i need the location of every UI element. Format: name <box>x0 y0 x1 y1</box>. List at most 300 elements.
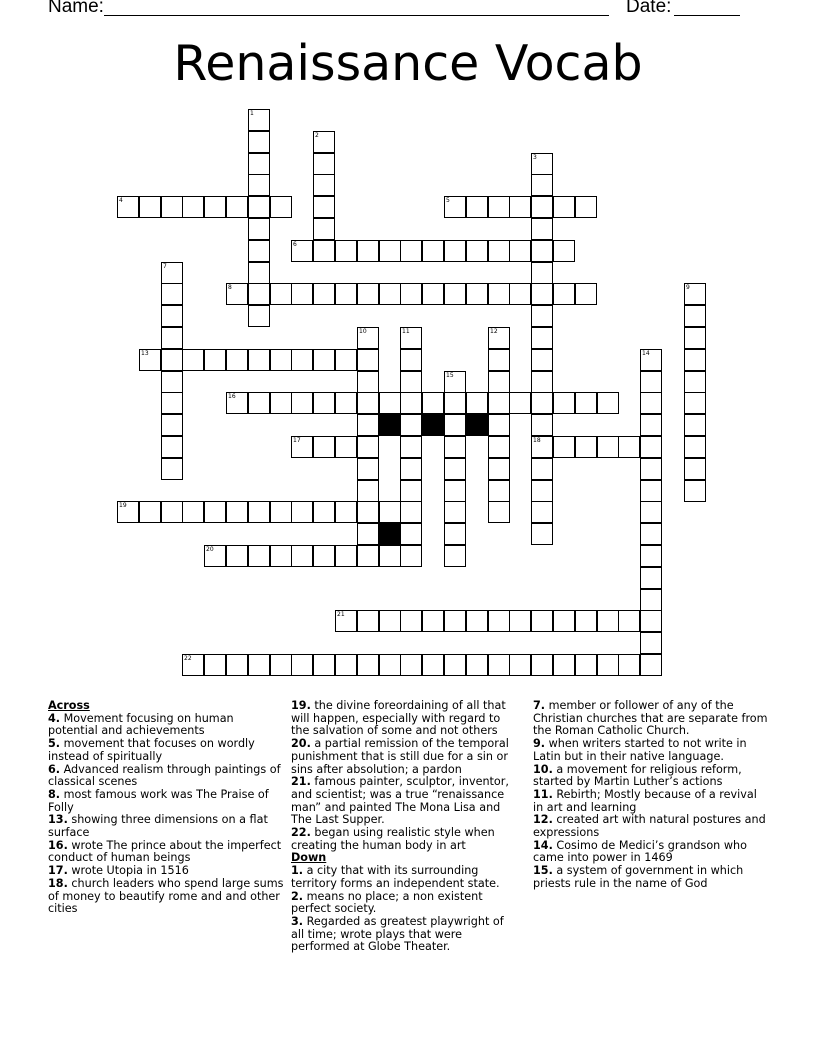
grid-cell[interactable] <box>553 240 575 262</box>
clue-num: 22. <box>291 826 311 840</box>
down-clue <box>533 764 769 789</box>
grid-cell[interactable] <box>335 610 357 632</box>
grid-cell[interactable] <box>488 610 510 632</box>
down-clue <box>291 916 517 954</box>
grid-cell[interactable] <box>488 371 510 393</box>
grid-cell[interactable] <box>161 196 183 218</box>
grid-cell[interactable] <box>575 610 597 632</box>
clue-num: 2. <box>291 889 304 903</box>
grid-cell[interactable] <box>531 392 553 414</box>
clue-text: a movement for religious reform, started by Martin Luther’s actions <box>533 762 742 789</box>
grid-cell[interactable] <box>379 283 401 305</box>
grid-cell[interactable] <box>226 392 248 414</box>
grid-cell[interactable] <box>509 240 531 262</box>
black-square <box>466 414 488 436</box>
grid-cell[interactable] <box>684 458 706 480</box>
grid-cell[interactable] <box>161 392 183 414</box>
across-clue-list <box>48 713 284 916</box>
grid-cell[interactable] <box>553 654 575 676</box>
grid-cell[interactable] <box>531 262 553 284</box>
clue-number: 12 <box>490 328 498 335</box>
grid-cell[interactable] <box>270 392 292 414</box>
clue-number: 14 <box>642 350 650 357</box>
grid-cell[interactable] <box>248 174 270 196</box>
grid-cell[interactable] <box>509 196 531 218</box>
grid-cell[interactable] <box>575 283 597 305</box>
grid-cell[interactable] <box>335 240 357 262</box>
grid-cell[interactable] <box>357 654 379 676</box>
grid-cell[interactable] <box>400 610 422 632</box>
clue-text: most famous work was The Praise of Folly <box>48 787 269 814</box>
grid-cell[interactable] <box>444 196 466 218</box>
grid-cell[interactable] <box>531 174 553 196</box>
grid-cell[interactable] <box>597 392 619 414</box>
grid-cell[interactable] <box>531 610 553 632</box>
grid-cell[interactable] <box>182 501 204 523</box>
grid-cell[interactable] <box>553 436 575 458</box>
grid-cell[interactable] <box>640 414 662 436</box>
clue-number: 9 <box>686 284 690 291</box>
grid-cell[interactable] <box>400 371 422 393</box>
grid-cell[interactable] <box>531 458 553 480</box>
grid-cell[interactable] <box>291 349 313 371</box>
grid-cell[interactable] <box>444 458 466 480</box>
grid-cell[interactable] <box>640 480 662 502</box>
down-clue <box>291 891 517 916</box>
grid-cell[interactable] <box>379 610 401 632</box>
grid-cell[interactable] <box>313 174 335 196</box>
clue-column-1 <box>48 700 284 916</box>
grid-cell[interactable] <box>640 654 662 676</box>
grid-cell[interactable] <box>684 349 706 371</box>
clue-num: 12. <box>533 813 553 827</box>
across-clue <box>48 814 284 839</box>
grid-cell[interactable] <box>161 283 183 305</box>
grid-cell[interactable] <box>379 240 401 262</box>
page-title: Renaissance Vocab <box>173 35 643 92</box>
grid-cell[interactable] <box>422 654 444 676</box>
grid-cell[interactable] <box>444 240 466 262</box>
grid-cell[interactable] <box>597 654 619 676</box>
clue-num: 11. <box>533 787 553 801</box>
clue-text: wrote Utopia in 1516 <box>67 864 189 878</box>
grid-cell[interactable] <box>684 392 706 414</box>
grid-cell[interactable] <box>291 392 313 414</box>
grid-cell[interactable] <box>488 327 510 349</box>
grid-cell[interactable] <box>684 305 706 327</box>
grid-cell[interactable] <box>139 196 161 218</box>
grid-cell[interactable] <box>444 545 466 567</box>
grid-cell[interactable] <box>640 567 662 589</box>
clue-text: created art with natural postures and expressions <box>533 813 766 840</box>
grid-cell[interactable] <box>248 218 270 240</box>
clue-num: 19. <box>291 699 311 712</box>
grid-cell[interactable] <box>488 501 510 523</box>
grid-cell[interactable] <box>291 240 313 262</box>
grid-cell[interactable] <box>400 545 422 567</box>
grid-cell[interactable] <box>379 501 401 523</box>
clue-num: 7. <box>533 699 546 712</box>
grid-cell[interactable] <box>640 436 662 458</box>
grid-cell[interactable] <box>313 240 335 262</box>
grid-cell[interactable] <box>248 262 270 284</box>
grid-cell[interactable] <box>640 349 662 371</box>
across-clue <box>48 840 284 865</box>
grid-cell[interactable] <box>640 610 662 632</box>
grid-cell[interactable] <box>357 371 379 393</box>
clue-num: 18. <box>48 876 68 890</box>
grid-cell[interactable] <box>379 654 401 676</box>
black-square <box>379 523 401 545</box>
grid-cell[interactable] <box>531 480 553 502</box>
grid-cell[interactable] <box>488 392 510 414</box>
black-square <box>379 414 401 436</box>
grid-cell[interactable] <box>161 305 183 327</box>
grid-cell[interactable] <box>422 240 444 262</box>
grid-cell[interactable] <box>117 501 139 523</box>
grid-cell[interactable] <box>400 349 422 371</box>
grid-cell[interactable] <box>553 196 575 218</box>
grid-cell[interactable] <box>488 349 510 371</box>
grid-cell[interactable] <box>640 523 662 545</box>
grid-cell[interactable] <box>575 654 597 676</box>
grid-cell[interactable] <box>400 240 422 262</box>
grid-cell[interactable] <box>248 654 270 676</box>
grid-cell[interactable] <box>531 523 553 545</box>
grid-cell[interactable] <box>684 283 706 305</box>
grid-cell[interactable] <box>226 501 248 523</box>
name-label: Name: <box>48 0 104 17</box>
grid-cell[interactable] <box>313 218 335 240</box>
clue-text: a city that with its surrounding territory forms an independent state. <box>291 864 500 890</box>
grid-cell[interactable] <box>248 109 270 131</box>
grid-cell[interactable] <box>161 327 183 349</box>
grid-cell[interactable] <box>400 523 422 545</box>
across-clue <box>48 713 284 738</box>
clue-num: 17. <box>48 864 68 878</box>
grid-cell[interactable] <box>379 392 401 414</box>
grid-cell[interactable] <box>575 196 597 218</box>
grid-cell[interactable] <box>226 545 248 567</box>
grid-cell[interactable] <box>379 545 401 567</box>
down-clue <box>291 865 517 890</box>
across-clue <box>48 738 284 763</box>
clue-num: 15. <box>533 864 553 878</box>
grid-cell[interactable] <box>161 262 183 284</box>
grid-cell[interactable] <box>313 392 335 414</box>
grid-cell[interactable] <box>357 240 379 262</box>
clue-num: 1. <box>291 864 304 878</box>
grid-cell[interactable] <box>684 414 706 436</box>
grid-cell[interactable] <box>444 523 466 545</box>
grid-cell[interactable] <box>248 131 270 153</box>
clue-text: means no place; a non existent perfect society. <box>291 889 483 916</box>
grid-cell[interactable] <box>139 501 161 523</box>
black-square <box>422 414 444 436</box>
grid-cell[interactable] <box>248 545 270 567</box>
grid-cell[interactable] <box>357 610 379 632</box>
grid-cell[interactable] <box>597 436 619 458</box>
grid-cell[interactable] <box>161 436 183 458</box>
grid-cell[interactable] <box>400 480 422 502</box>
grid-cell[interactable] <box>357 327 379 349</box>
grid-cell[interactable] <box>553 610 575 632</box>
grid-cell[interactable] <box>597 610 619 632</box>
grid-cell[interactable] <box>509 610 531 632</box>
clue-text: church leaders who spend large sums of money to beautify rome and and other cities <box>48 876 284 916</box>
clue-number: 5 <box>446 197 450 204</box>
clue-number: 16 <box>228 393 236 400</box>
grid-cell[interactable] <box>466 196 488 218</box>
grid-cell[interactable] <box>270 501 292 523</box>
grid-cell[interactable] <box>357 392 379 414</box>
clue-number: 18 <box>533 437 541 444</box>
grid-cell[interactable] <box>335 283 357 305</box>
grid-cell[interactable] <box>640 632 662 654</box>
grid-cell[interactable] <box>444 501 466 523</box>
grid-cell[interactable] <box>400 654 422 676</box>
grid-cell[interactable] <box>422 283 444 305</box>
grid-cell[interactable] <box>313 196 335 218</box>
grid-cell[interactable] <box>575 436 597 458</box>
grid-cell[interactable] <box>291 436 313 458</box>
grid-cell[interactable] <box>488 414 510 436</box>
clue-text: a partial remission of the temporal punishment that is still due for a sin or sins after absolution; a pardon <box>291 737 509 776</box>
grid-cell[interactable] <box>313 501 335 523</box>
grid-cell[interactable] <box>531 436 553 458</box>
grid-cell[interactable] <box>575 392 597 414</box>
grid-cell[interactable] <box>335 436 357 458</box>
grid-cell[interactable] <box>531 414 553 436</box>
grid-cell[interactable] <box>488 240 510 262</box>
grid-cell[interactable] <box>313 131 335 153</box>
grid-cell[interactable] <box>248 392 270 414</box>
grid-cell[interactable] <box>618 610 640 632</box>
grid-cell[interactable] <box>444 610 466 632</box>
grid-cell[interactable] <box>684 480 706 502</box>
grid-cell[interactable] <box>466 240 488 262</box>
grid-cell[interactable] <box>488 196 510 218</box>
grid-cell[interactable] <box>226 349 248 371</box>
across-heading: Across <box>48 699 90 712</box>
grid-cell[interactable] <box>509 654 531 676</box>
clue-number: 20 <box>206 546 214 553</box>
grid-cell[interactable] <box>466 654 488 676</box>
clue-num: 20. <box>291 737 311 751</box>
grid-cell[interactable] <box>531 305 553 327</box>
grid-cell[interactable] <box>531 654 553 676</box>
clue-number: 2 <box>315 132 319 139</box>
grid-cell[interactable] <box>618 654 640 676</box>
grid-cell[interactable] <box>248 349 270 371</box>
grid-cell[interactable] <box>400 414 422 436</box>
grid-cell[interactable] <box>400 283 422 305</box>
grid-cell[interactable] <box>684 436 706 458</box>
clue-text: famous painter, sculptor, inventor, and scientist; was a true “renaissance man” and painted The Mona Lisa and The Last Supper. <box>291 775 509 827</box>
grid-cell[interactable] <box>444 371 466 393</box>
grid-cell[interactable] <box>444 654 466 676</box>
grid-cell[interactable] <box>313 436 335 458</box>
grid-cell[interactable] <box>357 545 379 567</box>
grid-cell[interactable] <box>335 392 357 414</box>
clue-number: 21 <box>337 611 345 618</box>
grid-cell[interactable] <box>531 501 553 523</box>
grid-cell[interactable] <box>291 283 313 305</box>
clue-text: member or follower of any of the Christian churches that are separate from the Roman Catholic Church. <box>533 699 768 738</box>
grid-cell[interactable] <box>531 153 553 175</box>
grid-cell[interactable] <box>248 240 270 262</box>
grid-cell[interactable] <box>182 196 204 218</box>
grid-cell[interactable] <box>204 545 226 567</box>
grid-cell[interactable] <box>204 196 226 218</box>
grid-cell[interactable] <box>248 283 270 305</box>
grid-cell[interactable] <box>357 523 379 545</box>
grid-cell[interactable] <box>248 501 270 523</box>
grid-cell[interactable] <box>553 283 575 305</box>
grid-cell[interactable] <box>270 654 292 676</box>
clue-num: 16. <box>48 838 68 852</box>
grid-cell[interactable] <box>357 414 379 436</box>
grid-cell[interactable] <box>640 501 662 523</box>
grid-cell[interactable] <box>684 371 706 393</box>
date-label: Date: <box>626 0 672 17</box>
grid-cell[interactable] <box>335 545 357 567</box>
grid-cell[interactable] <box>204 654 226 676</box>
clue-column-3 <box>533 700 769 891</box>
clue-number: 19 <box>119 502 127 509</box>
grid-cell[interactable] <box>357 501 379 523</box>
grid-cell[interactable] <box>400 501 422 523</box>
grid-cell[interactable] <box>335 349 357 371</box>
clue-num: 21. <box>291 775 311 789</box>
clue-text: a system of government in which priests rule in the name of God <box>533 864 744 890</box>
grid-cell[interactable] <box>291 501 313 523</box>
grid-cell[interactable] <box>640 458 662 480</box>
grid-cell[interactable] <box>248 196 270 218</box>
grid-cell[interactable] <box>444 283 466 305</box>
grid-cell[interactable] <box>531 240 553 262</box>
grid-cell[interactable] <box>161 371 183 393</box>
grid-cell[interactable] <box>531 371 553 393</box>
grid-cell[interactable] <box>226 283 248 305</box>
grid-cell[interactable] <box>313 349 335 371</box>
grid-cell[interactable] <box>422 392 444 414</box>
grid-cell[interactable] <box>531 218 553 240</box>
across-clue <box>48 764 284 789</box>
grid-cell[interactable] <box>444 436 466 458</box>
grid-cell[interactable] <box>139 349 161 371</box>
grid-cell[interactable] <box>248 153 270 175</box>
grid-cell[interactable] <box>357 480 379 502</box>
grid-cell[interactable] <box>248 305 270 327</box>
grid-cell[interactable] <box>161 458 183 480</box>
grid-cell[interactable] <box>422 610 444 632</box>
grid-cell[interactable] <box>313 283 335 305</box>
grid-cell[interactable] <box>161 501 183 523</box>
grid-cell[interactable] <box>400 458 422 480</box>
grid-cell[interactable] <box>226 654 248 676</box>
grid-cell[interactable] <box>531 196 553 218</box>
grid-cell[interactable] <box>335 501 357 523</box>
grid-cell[interactable] <box>466 392 488 414</box>
grid-cell[interactable] <box>531 349 553 371</box>
clue-text: Advanced realism through paintings of classical scenes <box>48 762 281 789</box>
grid-cell[interactable] <box>531 327 553 349</box>
grid-cell[interactable] <box>531 283 553 305</box>
clue-text: Cosimo de Medici’s grandson who came into power in 1469 <box>533 838 747 865</box>
grid-cell[interactable] <box>488 436 510 458</box>
grid-cell[interactable] <box>270 196 292 218</box>
grid-cell[interactable] <box>553 392 575 414</box>
down-clue <box>533 814 769 839</box>
grid-cell[interactable] <box>466 283 488 305</box>
grid-cell[interactable] <box>291 545 313 567</box>
grid-cell[interactable] <box>117 196 139 218</box>
grid-cell[interactable] <box>270 349 292 371</box>
grid-cell[interactable] <box>509 283 531 305</box>
grid-cell[interactable] <box>335 654 357 676</box>
grid-cell[interactable] <box>313 153 335 175</box>
grid-cell[interactable] <box>400 392 422 414</box>
grid-cell[interactable] <box>444 414 466 436</box>
grid-cell[interactable] <box>161 414 183 436</box>
grid-cell[interactable] <box>488 283 510 305</box>
grid-cell[interactable] <box>488 458 510 480</box>
clue-number: 7 <box>163 263 167 270</box>
grid-cell[interactable] <box>313 545 335 567</box>
clue-number: 8 <box>228 284 232 291</box>
clue-column-2 <box>291 700 517 954</box>
clue-number: 6 <box>293 241 297 248</box>
clue-text: Movement focusing on human potential and achievements <box>48 711 234 738</box>
grid-cell[interactable] <box>182 654 204 676</box>
grid-cell[interactable] <box>488 480 510 502</box>
clue-text: Regarded as greatest playwright of all time; wrote plays that were performed at Globe Theater. <box>291 914 504 954</box>
grid-cell[interactable] <box>313 654 335 676</box>
grid-cell[interactable] <box>357 458 379 480</box>
grid-cell[interactable] <box>161 349 183 371</box>
clue-number: 22 <box>184 655 192 662</box>
clue-number: 4 <box>119 197 123 204</box>
grid-cell[interactable] <box>444 392 466 414</box>
grid-cell[interactable] <box>357 436 379 458</box>
grid-cell[interactable] <box>291 654 313 676</box>
grid-cell[interactable] <box>684 327 706 349</box>
grid-cell[interactable] <box>270 545 292 567</box>
grid-cell[interactable] <box>270 283 292 305</box>
clue-number: 1 <box>250 110 254 117</box>
grid-cell[interactable] <box>357 283 379 305</box>
clue-text: Rebirth; Mostly because of a revival in art and learning <box>533 787 757 814</box>
grid-cell[interactable] <box>509 392 531 414</box>
grid-cell[interactable] <box>618 436 640 458</box>
grid-cell[interactable] <box>640 545 662 567</box>
grid-cell[interactable] <box>400 436 422 458</box>
grid-cell[interactable] <box>640 589 662 611</box>
grid-cell[interactable] <box>640 371 662 393</box>
grid-cell[interactable] <box>488 654 510 676</box>
grid-cell[interactable] <box>444 480 466 502</box>
grid-cell[interactable] <box>400 327 422 349</box>
grid-cell[interactable] <box>182 349 204 371</box>
grid-cell[interactable] <box>226 196 248 218</box>
grid-cell[interactable] <box>204 501 226 523</box>
grid-cell[interactable] <box>466 610 488 632</box>
clue-num: 13. <box>48 813 68 827</box>
grid-cell[interactable] <box>640 392 662 414</box>
grid-cell[interactable] <box>357 349 379 371</box>
grid-cell[interactable] <box>204 349 226 371</box>
